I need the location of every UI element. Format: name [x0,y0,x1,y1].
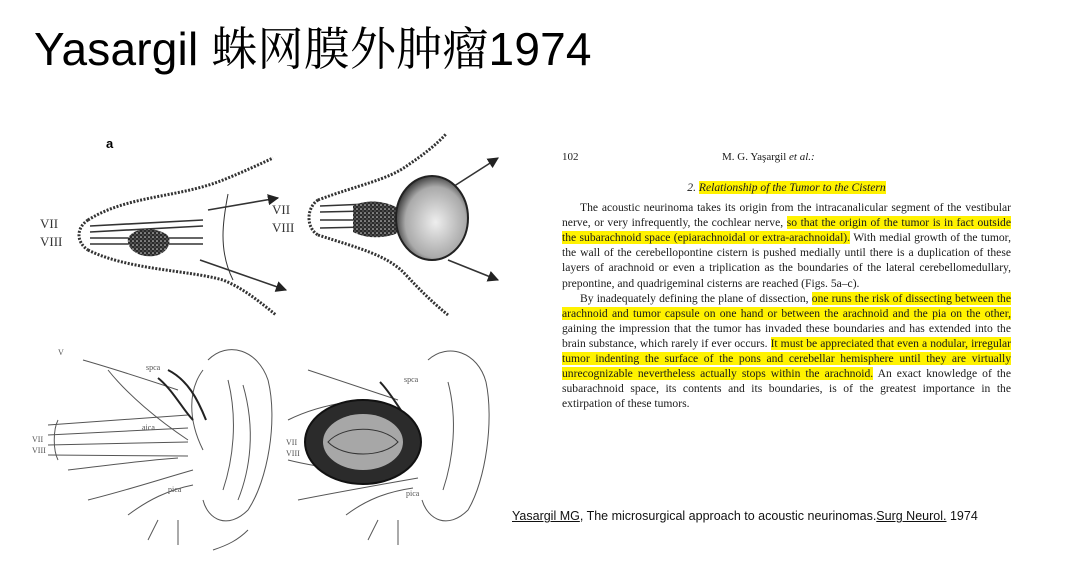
page-number: 102 [562,151,579,163]
svg-text:aica: aica [142,423,155,432]
tumor-small [128,229,170,256]
citation-year: 1974 [946,509,978,523]
highlight-2: one runs the risk of dissecting between the arachnoid and tumor capsule on one hand or between the arachnoid and the pia on the other, [562,291,1011,320]
svg-text:spca: spca [146,363,161,372]
svg-text:pica: pica [406,489,420,498]
anatomical-figure [28,120,508,555]
diagram-bottom-left [48,350,272,550]
svg-text:VIII: VIII [32,446,46,455]
diagram-top-left [79,158,286,315]
tumor-canal [353,202,400,238]
citation-journal: Surg Neurol. [876,509,947,523]
tumor-large [396,176,468,260]
svg-text:V: V [58,348,64,357]
nerve-label-vii: VII [40,216,59,231]
nerve-label-viii-right: VIII [272,220,295,235]
slide-title: Yasargil 蛛网膜外肿瘤1974 [34,23,592,75]
figure-drawing [28,120,508,555]
svg-text:VII: VII [32,435,44,444]
nerve-label-vii-right: VII [272,202,291,217]
panel-label: a [106,136,114,151]
highlight-3: It must be appreciated that even a nodular, irregular tumor indenting the surface of the pons and cerebellar hemisphere until they are virtually unrecognizable nevertheless actually stops within the arachnoid. [562,336,1011,381]
highlight-1: so that the origin of the tumor is in fact outside the subarachnoid space (epiarachnoidal or extra-arachnoidal). [562,216,1011,245]
paper-excerpt [562,150,1011,411]
section-heading: 2. Relationship of the Tumor to the Cistern [687,181,886,194]
svg-text:VIII: VIII [286,449,300,458]
svg-text:pica: pica [168,485,182,494]
running-author: M. G. Yaşargil et al.: [722,151,815,163]
svg-text:VII: VII [286,438,298,447]
excerpt-header [562,150,1011,166]
citation-text: , The microsurgical approach to acoustic neurinomas. [579,509,877,523]
svg-text:spca: spca [404,375,419,384]
nerve-label-viii: VIII [40,234,63,249]
paragraph-1: The acoustic neurinoma takes its origin from the intracanalicular segment of the vestibular nerve, or very infrequently, the cochlear nerve, so that the origin of the tumor is in fact outside the subarachnoid space (epiarachnoidal or extra-arachnoidal). With medial growth of the tumor, the wall of the cerebellopontine cistern is pushed medially until there is a duplication of these layers of arachnoid or even a triplication as the boundaries of the lateral cerebellomedullary, prepontine, and quadrigeminal cisterns are reached (Figs. 5a–c). [562,201,1011,290]
citation-author: Yasargil MG [512,509,580,523]
paragraph-2: By inadequately defining the plane of dissection, one runs the risk of dissecting between the arachnoid and tumor capsule on one hand or between the arachnoid and the pia on the other, gaining the impression that the tumor has invaded these boundaries and has extended into the brain substance, which rarely if ever occurs. It must be appreciated that even a nodular, irregular tumor indenting the surface of the pons and cerebellar hemisphere until they are virtually unrecognizable nevertheless actually stops within the arachnoid. An exact knowledge of the subarachnoid space, its contents and its boundaries, is of the greatest importance in the extirpation of these tumors. [562,291,1011,411]
citation [512,509,978,523]
